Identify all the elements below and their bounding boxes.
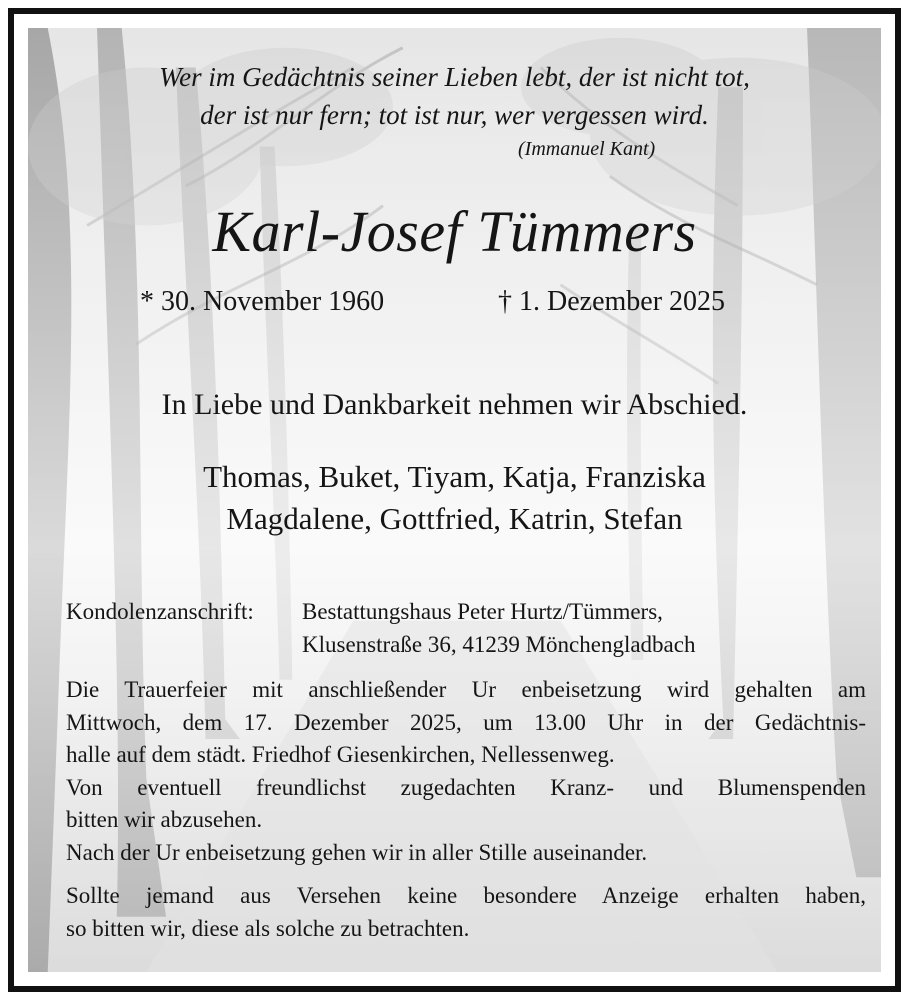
notice-line-2: so bitten wir, diese als solche zu betrachten. [66, 915, 470, 941]
death-date: † 1. Dezember 2025 [498, 286, 726, 317]
birth-date: * 30. November 1960 [140, 286, 385, 317]
deceased-name: Karl-Josef Tümmers [212, 199, 697, 264]
obituary-panel [28, 28, 881, 972]
mourners-list [28, 456, 881, 540]
condolence-address [66, 596, 866, 661]
condolence-line-1: Bestattungshaus Peter Hurtz/Tümmers, [302, 599, 663, 624]
obituary-border [8, 8, 901, 992]
ceremony-info [66, 674, 866, 869]
flowers-line-2: bitten wir abzusehen. [66, 807, 263, 832]
quote-line-2: der ist nur fern; tot ist nur, wer vergessen wird. [200, 100, 709, 130]
ceremony-line-1: Die Trauerfeier mit anschließender Ur enbeisetzung wird gehalten am [66, 677, 866, 702]
flowers-line-1: Von eventuell freundlichst zugedachten Kranz- und Blumenspenden [66, 774, 866, 800]
mourners-line-2: Magdalene, Gottfried, Katrin, Stefan [226, 501, 683, 536]
ceremony-line-3: halle auf dem städt. Friedhof Giesenkirchen, Nellessenweg. [66, 742, 615, 767]
condolence-line-2: Klusenstraße 36, 41239 Mönchengladbach [302, 631, 696, 657]
notice-info [66, 880, 866, 945]
condolence-label: Kondolenzanschrift: [66, 599, 254, 624]
farewell-line: In Liebe und Dankbarkeit nehmen wir Abschied. [161, 388, 748, 421]
mourners-line-1: Thomas, Buket, Tiyam, Katja, Franziska [203, 459, 706, 494]
quote-line-1: Wer im Gedächtnis seiner Lieben lebt, der ist nicht tot, [159, 62, 750, 92]
memorial-quote [28, 58, 881, 134]
quote-author: (Immanuel Kant) [518, 138, 656, 160]
ceremony-line-2: Mittwoch, dem 17. Dezember 2025, um 13.00 Uhr in der Gedächtnis- [66, 709, 866, 735]
notice-line-1: Sollte jemand aus Versehen keine besondere Anzeige erhalten haben, [66, 883, 866, 908]
burial-line: Nach der Ur enbeisetzung gehen wir in aller Stille auseinander. [66, 839, 648, 865]
